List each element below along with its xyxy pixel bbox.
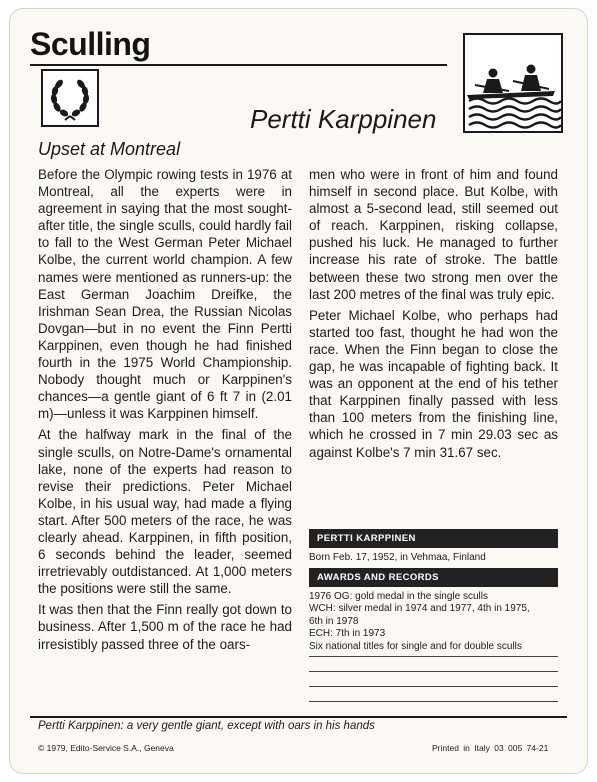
sport-title: Sculling bbox=[30, 26, 151, 62]
paragraph: Before the Olympic rowing tests in 1976 at Montreal, all the experts were in agreement in saying that the most sought-after title, the single sculls, could hardly fail to fall to the West German Peter Michael Kolbe, the current world champion. A few names were mentioned as runners-up: the East German Joachim Dreifke, the Irishman Sean Drea, the Russian Nicolas Dovgan—but in no event the Finn Pertti Karppinen, even though he had finished fourth in the 1975 World Championship. Nobody thought much or Karppinen's chances—a gentle giant of 6 ft 7 in (2.01 m)—unless it was Karppinen himself. bbox=[38, 167, 292, 422]
award-line: 1976 OG: gold medal in the single sculls bbox=[309, 590, 488, 602]
award-line: WCH: silver medal in 1974 and 1977, 4th in 1975, bbox=[309, 603, 530, 615]
footer-caption: Pertti Karppinen: a very gentle giant, except with oars in his hands bbox=[38, 720, 375, 732]
blank-line bbox=[309, 672, 558, 687]
awards-header: AWARDS AND RECORDS bbox=[309, 568, 558, 587]
article-subtitle: Upset at Montreal bbox=[38, 139, 181, 159]
paragraph: men who were in front of him and found himself in second place. But Kolbe, with almost a 5-second lead, still seemed out of reach. Karppinen, risking collapse, pushed his luck. He managed to further increase his rate of stroke. The battle between these two strong men over the last 200 metres of the final was truly epic. bbox=[309, 167, 558, 302]
paragraph: It was then that the Finn really got down to business. After 1,500 m of the race he had irresistibly passed three of the oars- bbox=[38, 602, 292, 652]
birth-info: Born Feb. 17, 1952, in Vehmaa, Finland bbox=[309, 552, 486, 563]
article-column-left bbox=[38, 166, 292, 657]
paragraph: At the halfway mark in the final of the single sculls, on Notre-Dame's ornamental lake, none of the experts had reason to revise their predictions. Peter Michael Kolbe, in his usual way, had made a flying start. After 500 meters of the race, he was clearly ahead. Karppinen, in fifth position, 6 seconds behind the leader, seemed irretrievably outdistanced. At 1,000 meters the positions were still the same. bbox=[38, 427, 292, 597]
award-line: ECH: 7th in 1973 bbox=[309, 628, 386, 640]
athlete-info-panel bbox=[309, 529, 558, 702]
title-rule bbox=[30, 64, 447, 66]
athlete-name: Pertti Karppinen bbox=[250, 104, 437, 134]
laurel-wreath-icon bbox=[41, 69, 99, 127]
printed-info: Printed in Italy 03 005 74-21 bbox=[432, 743, 549, 753]
footer-rule bbox=[30, 716, 567, 718]
bio-header: PERTTI KARPPINEN bbox=[309, 529, 558, 548]
blank-line bbox=[309, 687, 558, 702]
awards-list bbox=[309, 591, 558, 702]
paragraph: Peter Michael Kolbe, who perhaps had started too fast, thought he had won the race. When the Finn began to close the gap, he was incapable of fighting back. It was an opponent at the end of his tether that Karppinen finally passed with less than 100 meters from the finishing line, which he crossed in 7 min 29.03 sec as against Kolbe's 7 min 31.67 sec. bbox=[309, 307, 558, 460]
award-line: 6th in 1978 bbox=[309, 615, 359, 627]
blank-line bbox=[309, 657, 558, 672]
article-column-right bbox=[309, 166, 558, 465]
rowing-sculls-icon bbox=[463, 33, 563, 133]
copyright-text: © 1979, Edito-Service S.A., Geneva bbox=[38, 743, 174, 753]
award-line: Six national titles for single and for double sculls bbox=[309, 641, 558, 657]
